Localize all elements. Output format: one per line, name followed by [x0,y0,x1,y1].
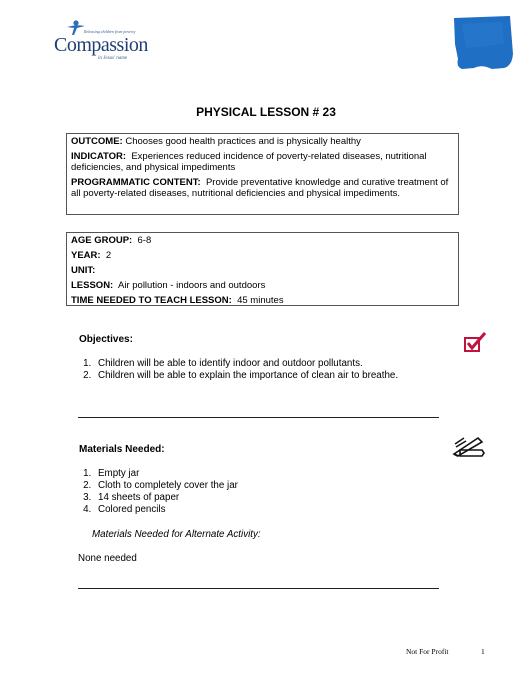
lesson-info-box [66,232,459,306]
year-value: 2 [105,250,112,261]
indicator-line [71,151,454,174]
unit-label: UNIT: [71,265,96,276]
indicator-text: Experiences reduced incidence of poverty-related diseases, nutritional deficiencies, and physical impediments [71,150,427,173]
list-item: 1. Empty jar [94,468,238,480]
age-line [71,235,454,247]
list-item: 1. Children will be able to identify indoor and outdoor pollutants. [94,358,398,370]
materials-list [66,468,238,516]
outcome-line [71,136,454,148]
year-line [71,250,454,262]
list-item: 3. 14 sheets of paper [94,492,238,504]
alternate-materials-text: None needed [78,553,137,564]
logo-subline: in Jesus' name [98,56,128,61]
lesson-label: LESSON: [71,280,114,291]
time-value: 45 minutes [237,295,284,306]
objectives-list [66,358,398,382]
outcome-label: OUTCOME: [71,136,123,147]
logo-wordmark: Compassion [54,34,148,56]
outcome-text: Chooses good health practices and is physically healthy [125,136,361,147]
materials-heading: Materials Needed: [79,444,165,455]
program-line [71,177,454,200]
program-label: PROGRAMMATIC CONTENT: [71,176,201,188]
year-label: YEAR: [71,250,101,261]
list-item: 2. Children will be able to explain the importance of clean air to breathe. [94,370,398,382]
footer-text: Not For Profit [406,647,449,656]
logo-tagline: Releasing children from poverty [84,29,136,34]
objectives-heading: Objectives: [79,334,133,345]
time-line [71,295,454,307]
program-text: Provide preventative knowledge and curative treatment of all poverty-related diseases, nutritional deficiencies and physical impediments. [71,176,449,199]
divider [78,588,439,589]
unit-line [71,265,454,277]
page-title: PHYSICAL LESSON # 23 [196,105,336,119]
page-number: 1 [481,647,485,656]
blue-corner-block [452,14,514,70]
list-item: 4. Colored pencils [94,504,238,516]
list-item: 2. Cloth to completely cover the jar [94,480,238,492]
outcome-box [66,133,459,215]
lesson-line [71,280,454,292]
age-value: 6-8 [137,235,152,246]
compassion-logo [54,20,164,66]
pencils-icon [452,434,486,458]
checkbox-check-icon [463,331,487,353]
lesson-value: Air pollution - indoors and outdoors [118,280,266,291]
divider [78,417,439,418]
time-label: TIME NEEDED TO TEACH LESSON: [71,295,232,306]
age-label: AGE GROUP: [71,235,133,246]
indicator-label: INDICATOR: [71,150,127,162]
alternate-materials-heading: Materials Needed for Alternate Activity: [92,529,261,540]
